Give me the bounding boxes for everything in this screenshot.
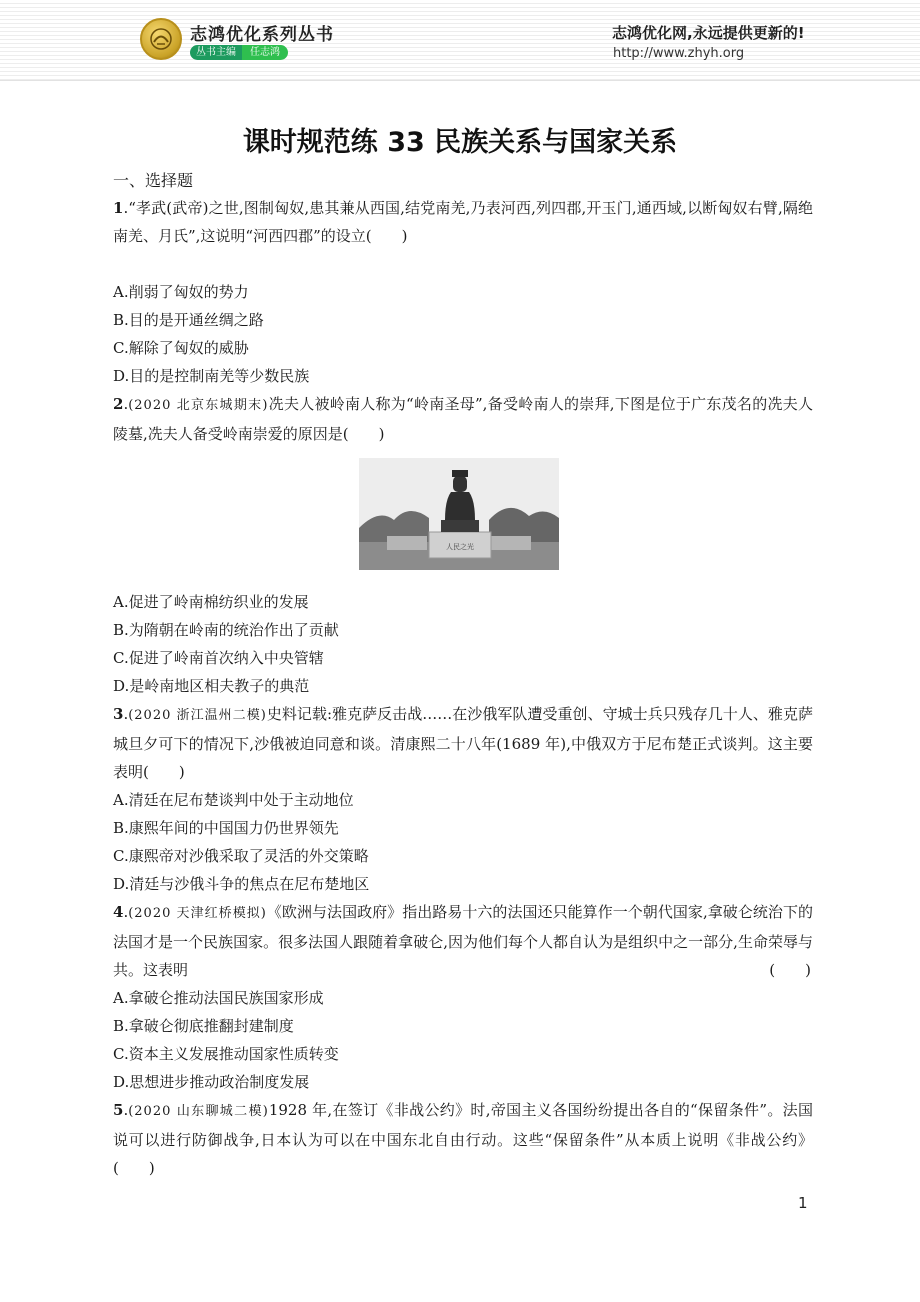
option-d: D.是岭南地区相夫教子的典范 xyxy=(113,677,310,695)
question-text: .“孝武(武帝)之世,图制匈奴,患其兼从西国,结党南羌,乃表河西,列四郡,开玉门,通西域,以断匈奴右臂,隔绝南羌、月氏”,这说明“河西四郡”的设立( ) xyxy=(113,199,813,245)
question-source: (2020 天津红桥模拟) xyxy=(128,906,267,921)
question-period: . xyxy=(123,395,129,413)
option-a: A.清廷在尼布楚谈判中处于主动地位 xyxy=(113,791,354,809)
question-period: . xyxy=(123,705,129,723)
question-source: (2020 北京东城期末) xyxy=(128,398,269,413)
page-header xyxy=(0,0,920,81)
question-stem xyxy=(113,700,813,786)
question-number: 1 xyxy=(113,199,124,217)
option-a: A.削弱了匈奴的势力 xyxy=(113,283,249,301)
question-number: 5 xyxy=(113,1101,124,1119)
page-number: 1 xyxy=(798,1194,808,1212)
question-stem xyxy=(113,898,813,984)
tomb-photo xyxy=(359,458,559,570)
question-5 xyxy=(113,1096,813,1182)
statue-image-icon xyxy=(359,458,559,570)
question-text: 冼夫人被岭南人称为“岭南圣母”,备受岭南人的崇拜,下图是位于广东茂名的冼夫人陵墓,冼夫人备受岭南崇爱的原因是( ) xyxy=(113,395,813,443)
option-c: C.促进了岭南首次纳入中央管辖 xyxy=(113,649,324,667)
question-number: 3 xyxy=(113,705,124,723)
option-c: C.解除了匈奴的威胁 xyxy=(113,339,249,357)
option-d: D.清廷与沙俄斗争的焦点在尼布楚地区 xyxy=(113,875,370,893)
question-number: 4 xyxy=(113,903,124,921)
exercise-content xyxy=(113,168,813,1182)
question-stem xyxy=(113,194,813,250)
question-stem xyxy=(113,1096,813,1182)
question-1 xyxy=(113,194,813,390)
option-b: B.康熙年间的中国国力仍世界领先 xyxy=(113,819,339,837)
page-title: 课时规范练 33 民族关系与国家关系 xyxy=(242,127,678,158)
question-4 xyxy=(113,898,813,1096)
series-title: 志鸿优化系列丛书 xyxy=(190,25,334,45)
option-b: B.拿破仑彻底推翻封建制度 xyxy=(113,1017,294,1035)
editor-name: 任志鸿 xyxy=(242,45,288,60)
question-period: . xyxy=(123,1101,129,1119)
question-text: 《欧洲与法国政府》指出路易十六的法国还只能算作一个朝代国家,拿破仑统治下的法国才是一个民族国家。很多法国人跟随着拿破仑,因为他们每个人都自认为是组织中之一部分,生命荣辱与共。这表明 xyxy=(113,903,813,979)
site-slogan: 志鸿优化网,永远提供更新的! xyxy=(612,24,805,42)
question-source: (2020 浙江温州二模) xyxy=(128,708,267,723)
option-b: B.为隋朝在岭南的统治作出了贡献 xyxy=(113,621,339,639)
option-c: C.康熙帝对沙俄采取了灵活的外交策略 xyxy=(113,847,369,865)
option-d: D.目的是控制南羌等少数民族 xyxy=(113,367,310,385)
publisher-logo xyxy=(140,18,182,60)
section-heading: 一、选择题 xyxy=(113,171,194,190)
figure-container xyxy=(113,448,813,588)
question-period: . xyxy=(123,903,129,921)
question-number: 2 xyxy=(113,395,124,413)
logo-emblem-icon xyxy=(149,27,173,51)
question-stem xyxy=(113,390,813,448)
question-text: 史料记载:雅克萨反击战……在沙俄军队遭受重创、守城士兵只残存几十人、雅克萨城旦夕可下的情况下,沙俄被迫同意和谈。清康熙二十八年(1689 年),中俄双方于尼布楚正式谈判。这主要表明( ) xyxy=(113,705,813,781)
option-d: D.思想进步推动政治制度发展 xyxy=(113,1073,310,1091)
option-c: C.资本主义发展推动国家性质转变 xyxy=(113,1045,339,1063)
site-url[interactable]: http://www.zhyh.org xyxy=(613,46,745,61)
editor-label: 丛书主编 xyxy=(190,45,242,60)
plaque-text: 人民之光 xyxy=(446,543,474,551)
question-source: (2020 山东聊城二模) xyxy=(128,1104,269,1119)
question-text: 1928 年,在签订《非战公约》时,帝国主义各国纷纷提出各自的“保留条件”。法国说可以进行防御战争,日本认为可以在中国东北自由行动。这些“保留条件”从本质上说明《非战公约》( ) xyxy=(113,1101,813,1177)
option-b: B.目的是开通丝绸之路 xyxy=(113,311,264,329)
option-a: A.促进了岭南棉纺织业的发展 xyxy=(113,593,309,611)
question-2 xyxy=(113,390,813,700)
option-a: A.拿破仑推动法国民族国家形成 xyxy=(113,989,324,1007)
answer-blank: ( ) xyxy=(769,961,811,979)
question-3 xyxy=(113,700,813,898)
editor-tag xyxy=(190,45,288,60)
